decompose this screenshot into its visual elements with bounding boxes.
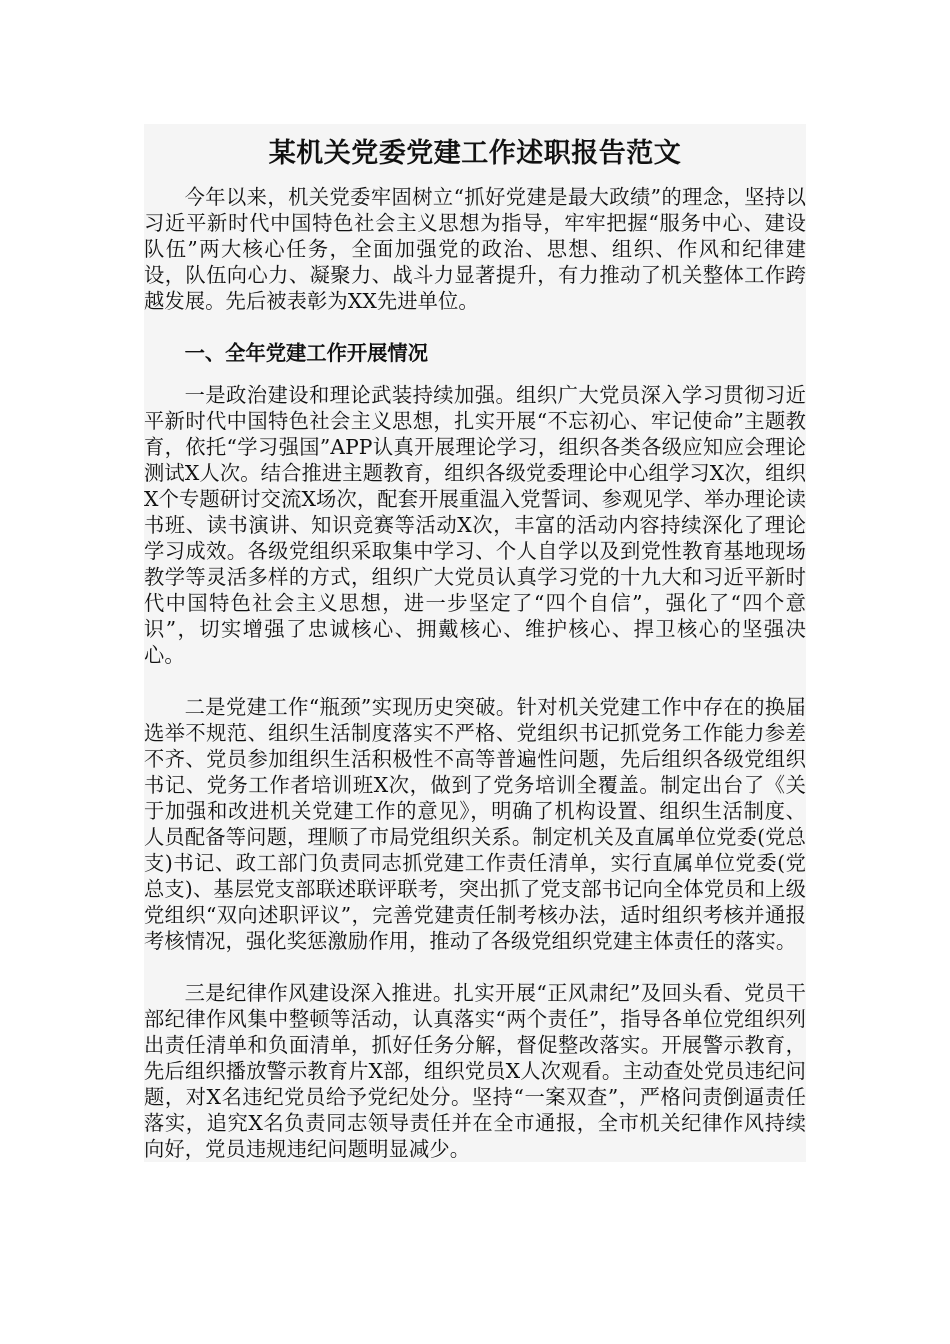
paragraph-political-building: 一是政治建设和理论武装持续加强。组织广大党员深入学习贯彻习近平新时代中国特色社会主义思想，扎实开展“不忘初心、牢记使命”主题教育，依托“学习强国”APP认真开展理论学习，组织各类各级应知应会理论测试X人次。结合推进主题教育，组织各级党委理论中心组学习X次，组织X个专题研讨交流X场次，配套开展重温入党誓词、参观见学、举办理论读书班、读书演讲、知识竞赛等活动X次，丰富的活动内容持续深化了理论学习成效。各级党组织采取集中学习、个人自学以及到党性教育基地现场教学等灵活多样的方式，组织广大党员认真学习党的十九大和习近平新时代中国特色社会主义思想，进一步坚定了“四个自信”，强化了“四个意识”，切实增强了忠诚核心、拥戴核心、维护核心、捍卫核心的坚强决心。: [144, 383, 806, 667]
paragraph-discipline-building: 三是纪律作风建设深入推进。扎实开展“正风肃纪”及回头看、党员干部纪律作风集中整顿等活动，认真落实“两个责任”，指导各单位党组织列出责任清单和负面清单，抓好任务分解，督促整改落实。开展警示教育，先后组织播放警示教育片X部，组织党员X人次观看。主动查处党员违纪问题，对X名违纪党员给予党纪处分。坚持“一案双查”，严格问责倒逼责任落实，追究X名负责同志领导责任并在全市通报，全市机关纪律作风持续向好，党员违规违纪问题明显减少。: [144, 981, 806, 1161]
section-heading: 一、全年党建工作开展情况: [184, 341, 428, 365]
document-page: [144, 124, 806, 1162]
document-title: 某机关党委党建工作述职报告范文: [268, 138, 682, 169]
paragraph-party-building-breakthrough: 二是党建工作“瓶颈”实现历史突破。针对机关党建工作中存在的换届选举不规范、组织生活制度落实不严格、党组织书记抓党务工作能力参差不齐、党员参加组织生活积极性不高等普遍性问题，先后组织各级党组织书记、党务工作者培训班X次，做到了党务培训全覆盖。制定出台了《关于加强和改进机关党建工作的意见》，明确了机构设置、组织生活制度、人员配备等问题，理顺了市局党组织关系。制定机关及直属单位党委(党总支)书记、政工部门负责同志抓党建工作责任清单，实行直属单位党委(党总支)、基层党支部联述联评联考，突出抓了党支部书记向全体党员和上级党组织“双向述职评议”，完善党建责任制考核办法，适时组织考核并通报考核情况，强化奖惩激励作用，推动了各级党组织党建主体责任的落实。: [144, 695, 806, 953]
intro-paragraph: 今年以来，机关党委牢固树立“抓好党建是最大政绩”的理念，坚持以习近平新时代中国特色社会主义思想为指导，牢牢把握“服务中心、建设队伍”两大核心任务，全面加强党的政治、思想、组织、作风和纪律建设，队伍向心力、凝聚力、战斗力显著提升，有力推动了机关整体工作跨越发展。先后被表彰为XX先进单位。: [144, 185, 806, 313]
